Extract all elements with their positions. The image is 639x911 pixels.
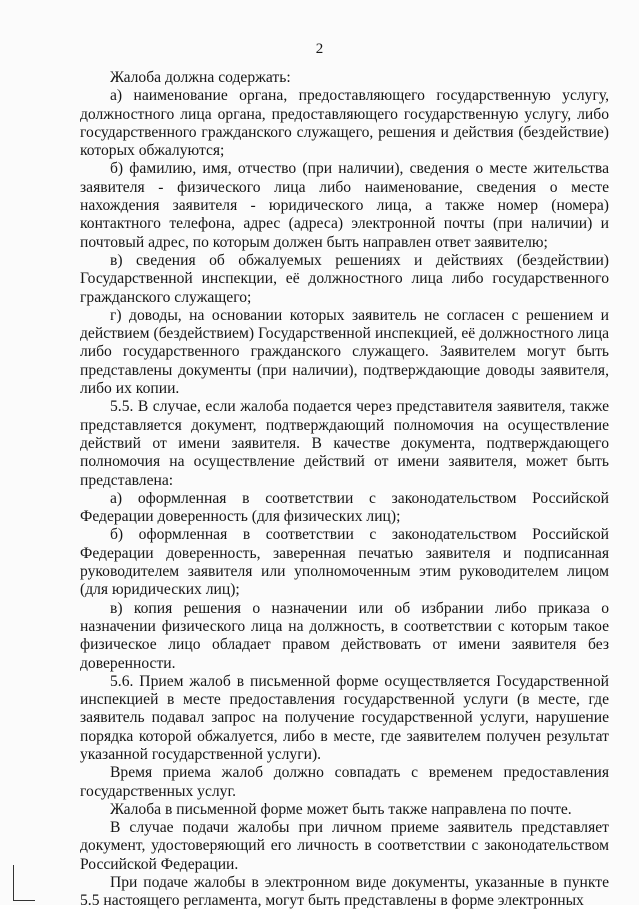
paragraph-section-5-5: 5.5. В случае, если жалоба подается через представителя заявителя, также представляется документ, подтверждающий полномочия на осуществление действий от имени заявителя. В качестве документа, подтверждающего полномочия на осуществление действий от имени заявителя, может быть представлена: — [80, 398, 609, 489]
paragraph-5-5-item-a: а) оформленная в соответствии с законодательством Российской Федерации доверенность (для физических лиц); — [80, 489, 609, 526]
paragraph-item-g: г) доводы, на основании которых заявитель не согласен с решением и действием (бездействием) Государственной инспекцией, её должностного лица либо государственного гражданского служащего. Заявителем могут быть представлены документы (при наличии), подтверждающие доводы заявителя, либо их копии. — [80, 306, 609, 398]
paragraph-reception-time: Время приема жалоб должно совпадать с временем предоставления государственных услуг. — [80, 764, 609, 800]
document-body — [80, 69, 609, 911]
paragraph-5-5-item-v: в) копия решения о назначении или об избрании либо приказа о назначении физического лица на должность, в соответствии с которым такое физическое лицо обладает правом действовать от имени заявителя без доверенности. — [80, 599, 609, 672]
paragraph-personal-reception: В случае подачи жалобы при личном приеме заявитель представляет документ, удостоверяющий его личность в соответствии с законодательством Российской Федерации. — [80, 819, 609, 873]
paragraph-electronic-submission: При подаче жалобы в электронном виде документы, указанные в пункте 5.5 настоящего регламента, могут быть представлены в форме электронных — [80, 874, 609, 910]
paragraph-item-b: б) фамилию, имя, отчество (при наличии), сведения о месте жительства заявителя - физического лица либо наименование, сведения о месте нахождения заявителя - юридического лица, а также номер (номера) контактного телефона, адрес (адреса) электронной почты (при наличии) и почтовый адрес, по которым должен быть направлен ответ заявителю; — [80, 160, 609, 251]
scan-edge-tick — [13, 900, 35, 901]
paragraph-by-mail: Жалоба в письменной форме может быть также направлена по почте. — [110, 800, 572, 818]
paragraph-item-v: в) сведения об обжалуемых решениях и действиях (бездействии) Государственной инспекции, её должностного лица либо государственного гражданского служащего; — [80, 251, 609, 306]
scan-edge-mark — [13, 865, 14, 901]
paragraph-5-5-item-b: б) оформленная в соответствии с законодательством Российской Федерации доверенность, заверенная печатью заявителя и подписанная руководителем заявителя или уполномоченным этим руководителем лицом (для юридических лиц); — [80, 526, 609, 599]
paragraph-section-5-6: 5.6. Прием жалоб в письменной форме осуществляется Государственной инспекцией в месте предоставления государственной услуги (в месте, где заявитель подавал запрос на получение государственной услуги, нарушение порядка которой обжалуется, либо в месте, где заявителем получен результат указанной государственной услуги). — [80, 672, 609, 763]
paragraph-complaint-contents-intro: Жалоба должна содержать: — [110, 69, 291, 86]
paragraph-item-a: а) наименование органа, предоставляющего государственную услугу, должностного лица органа, предоставляющего государственную услугу, либо государственного гражданского служащего, решения и действия (бездействие) которых обжалуются; — [80, 87, 609, 160]
page-number: 2 — [315, 41, 324, 57]
